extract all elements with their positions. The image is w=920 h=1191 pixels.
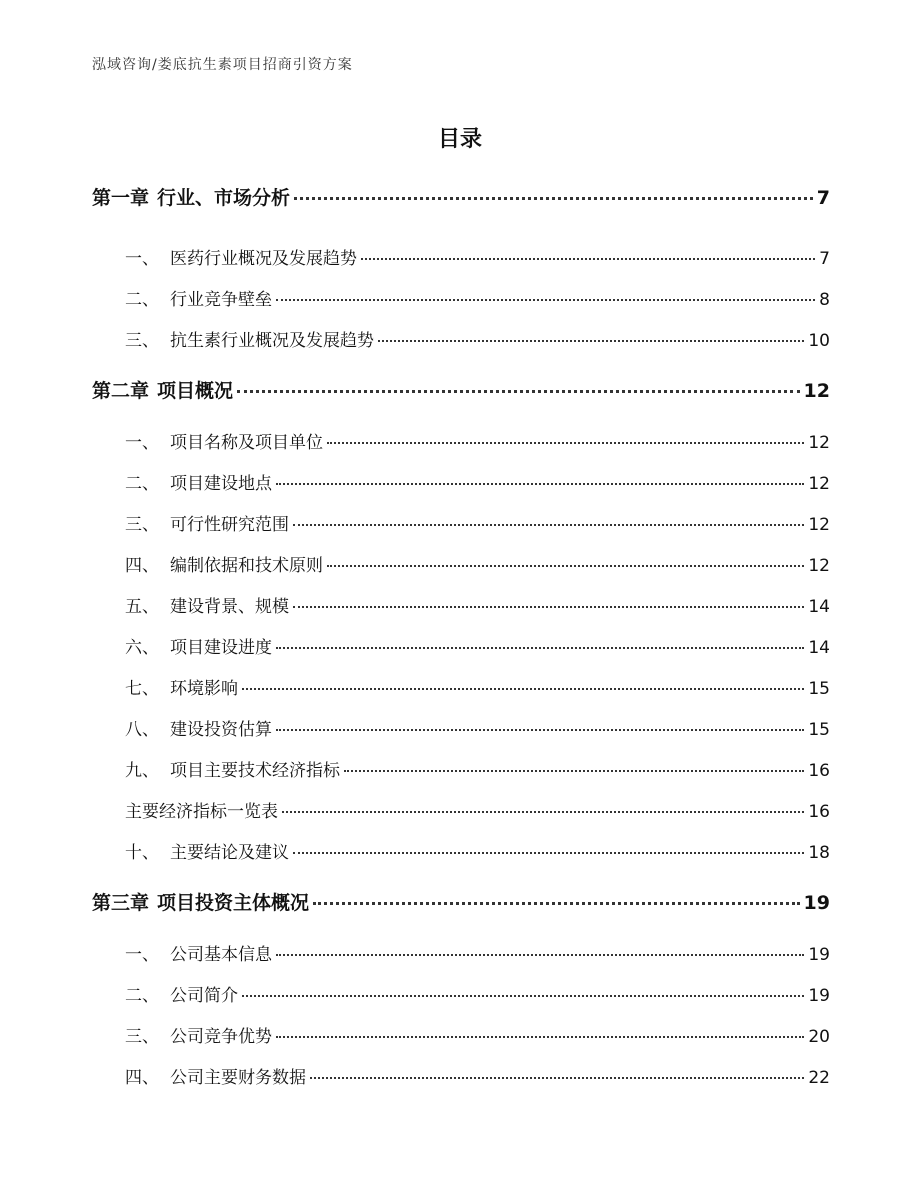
toc-section-entry[interactable] xyxy=(92,838,830,879)
toc-section-number: 四、 xyxy=(125,1068,159,1088)
toc-section-entry[interactable] xyxy=(92,244,830,285)
toc-page-number: 8 xyxy=(819,290,830,310)
toc-section-entry[interactable] xyxy=(92,674,830,715)
toc-leader-dots xyxy=(327,565,804,567)
toc-leader-dots xyxy=(378,340,804,342)
toc-section-entry[interactable] xyxy=(92,756,830,797)
toc-leader-dots xyxy=(294,197,813,200)
toc-leader-dots xyxy=(276,729,804,731)
toc-page-number: 16 xyxy=(808,761,830,781)
toc-entry-label: 公司竞争优势 xyxy=(170,1027,272,1047)
toc-section-entry[interactable] xyxy=(92,1022,830,1063)
toc-section-number: 一、 xyxy=(125,433,159,453)
toc-page-number: 22 xyxy=(808,1068,830,1088)
toc-page-number: 15 xyxy=(808,720,830,740)
toc-entry-label: 编制依据和技术原则 xyxy=(170,556,323,576)
toc-entry-label: 建设背景、规模 xyxy=(170,597,289,617)
toc-section-entry[interactable] xyxy=(92,715,830,756)
toc-entry-label: 公司主要财务数据 xyxy=(170,1068,306,1088)
toc-entry-label: 行业竞争壁垒 xyxy=(170,290,272,310)
toc-page-number: 10 xyxy=(808,331,830,351)
toc-entry-label: 公司简介 xyxy=(170,986,238,1006)
toc-entry-label: 医药行业概况及发展趋势 xyxy=(170,249,357,269)
toc-page-number: 12 xyxy=(803,380,830,402)
toc-entry-label: 主要经济指标一览表 xyxy=(125,802,278,822)
page-header: 泓域咨询/娄底抗生素项目招商引资方案 xyxy=(92,57,353,73)
toc-entry-label: 主要结论及建议 xyxy=(170,843,289,863)
toc-leader-dots xyxy=(293,852,804,854)
toc-section-number: 一、 xyxy=(125,945,159,965)
toc-section-entry[interactable] xyxy=(92,285,830,326)
toc-section-entry[interactable] xyxy=(92,981,830,1022)
toc-section-number: 八、 xyxy=(125,720,159,740)
toc-page-number: 12 xyxy=(808,556,830,576)
toc-leader-dots xyxy=(276,954,804,956)
toc-section-entry[interactable] xyxy=(92,428,830,469)
toc-page-number: 19 xyxy=(803,892,830,914)
toc-entry-label: 项目概况 xyxy=(157,380,234,402)
toc-chapter-entry[interactable] xyxy=(92,183,830,244)
toc-chapter-entry[interactable] xyxy=(92,888,830,940)
toc-section-number: 三、 xyxy=(125,331,159,351)
toc-entry-label: 项目建设进度 xyxy=(170,638,272,658)
toc-entry-label: 建设投资估算 xyxy=(170,720,272,740)
toc-section-entry[interactable] xyxy=(92,592,830,633)
toc-section-number: 三、 xyxy=(125,1027,159,1047)
toc-section-number: 二、 xyxy=(125,474,159,494)
toc-entry-label: 项目主要技术经济指标 xyxy=(170,761,340,781)
toc-leader-dots xyxy=(293,606,804,608)
toc-page-number: 12 xyxy=(808,515,830,535)
toc-page-number: 20 xyxy=(808,1027,830,1047)
toc-page-number: 12 xyxy=(808,433,830,453)
toc-section-entry[interactable] xyxy=(92,326,830,367)
toc-leader-dots xyxy=(344,770,804,772)
toc-section-number: 一、 xyxy=(125,249,159,269)
toc-entry-label: 环境影响 xyxy=(170,679,238,699)
toc-section-entry[interactable] xyxy=(92,940,830,981)
toc-leader-dots xyxy=(276,483,804,485)
toc-section-entry[interactable] xyxy=(92,633,830,674)
toc-leader-dots xyxy=(361,258,815,260)
toc-section-number: 二、 xyxy=(125,290,159,310)
toc-leader-dots xyxy=(310,1077,804,1079)
toc-page-number: 12 xyxy=(808,474,830,494)
toc-page-number: 15 xyxy=(808,679,830,699)
toc-section-number: 三、 xyxy=(125,515,159,535)
toc-section-number: 六、 xyxy=(125,638,159,658)
toc-leader-dots xyxy=(276,647,804,649)
toc-page-number: 19 xyxy=(808,986,830,1006)
toc-leader-dots xyxy=(282,811,804,813)
toc-leader-dots xyxy=(242,688,804,690)
toc-section-number: 五、 xyxy=(125,597,159,617)
toc-chapter-number: 第二章 xyxy=(92,380,150,402)
toc-entry-label: 项目名称及项目单位 xyxy=(170,433,323,453)
toc-page-number: 7 xyxy=(816,187,830,209)
toc-page-number: 18 xyxy=(808,843,830,863)
table-of-contents xyxy=(92,183,830,1104)
toc-page-number: 7 xyxy=(819,249,830,269)
toc-leader-dots xyxy=(242,995,804,997)
toc-section-number: 九、 xyxy=(125,761,159,781)
toc-section-number: 四、 xyxy=(125,556,159,576)
toc-chapter-entry[interactable] xyxy=(92,376,830,428)
toc-chapter-number: 第一章 xyxy=(92,187,150,209)
toc-page-number: 16 xyxy=(808,802,830,822)
toc-leader-dots xyxy=(276,299,815,301)
toc-section-entry[interactable] xyxy=(92,797,830,838)
toc-chapter-number: 第三章 xyxy=(92,892,150,914)
toc-entry-label: 可行性研究范围 xyxy=(170,515,289,535)
toc-section-number: 七、 xyxy=(125,679,159,699)
toc-leader-dots xyxy=(313,902,800,905)
toc-leader-dots xyxy=(327,442,804,444)
toc-section-entry[interactable] xyxy=(92,510,830,551)
toc-entry-label: 公司基本信息 xyxy=(170,945,272,965)
toc-section-entry[interactable] xyxy=(92,1063,830,1104)
toc-entry-label: 抗生素行业概况及发展趋势 xyxy=(170,331,374,351)
toc-leader-dots xyxy=(237,390,800,393)
toc-entry-label: 项目建设地点 xyxy=(170,474,272,494)
toc-section-entry[interactable] xyxy=(92,551,830,592)
toc-page-number: 14 xyxy=(808,597,830,617)
toc-entry-label: 行业、市场分析 xyxy=(157,187,291,209)
toc-page-number: 19 xyxy=(808,945,830,965)
toc-section-number: 十、 xyxy=(125,843,159,863)
toc-entry-label: 项目投资主体概况 xyxy=(157,892,310,914)
toc-title: 目录 xyxy=(437,127,482,152)
toc-leader-dots xyxy=(276,1036,804,1038)
toc-section-entry[interactable] xyxy=(92,469,830,510)
toc-section-number: 二、 xyxy=(125,986,159,1006)
toc-leader-dots xyxy=(293,524,804,526)
toc-page-number: 14 xyxy=(808,638,830,658)
